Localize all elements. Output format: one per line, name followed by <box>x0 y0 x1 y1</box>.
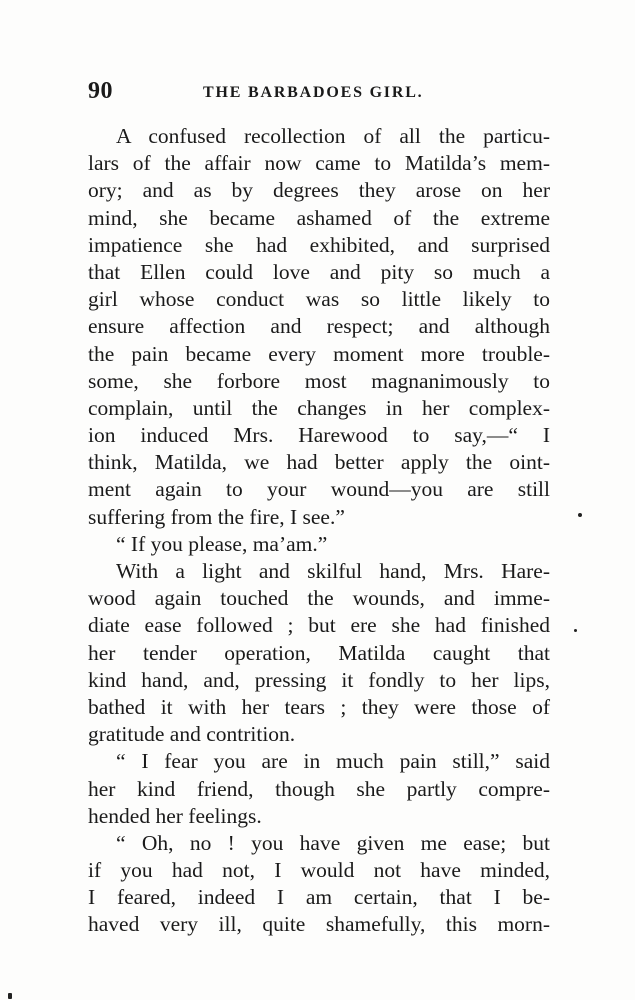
text-line: the pain became every moment more trouble- <box>88 341 550 366</box>
text-line: that Ellen could love and pity so much a <box>88 259 550 284</box>
text-line: hended her feelings. <box>88 803 262 828</box>
print-speck <box>8 993 12 999</box>
text-line: “ I fear you are in much pain still,” said <box>116 749 550 774</box>
text-line: if you had not, I would not have minded, <box>88 858 550 883</box>
text-line: “ If you please, ma’am.” <box>116 531 328 556</box>
text-line: “ Oh, no ! you have given me ease; but <box>116 830 550 855</box>
text-line: kind hand, and, pressing it fondly to her lips, <box>88 667 550 692</box>
text-line: haved very ill, quite shamefully, this morn- <box>88 912 550 937</box>
text-line: diate ease followed ; but ere she had finished <box>88 613 550 638</box>
text-line: some, she forbore most magnanimously to <box>88 368 550 393</box>
text-line: mind, she became ashamed of the extreme <box>88 205 550 230</box>
page-number: 90 <box>88 78 113 104</box>
text-line: gratitude and contrition. <box>88 722 296 747</box>
text-line: impatience she had exhibited, and surprised <box>88 232 550 257</box>
page-header <box>88 78 550 114</box>
print-speck <box>578 513 582 517</box>
text-line: A confused recollection of all the particu- <box>116 124 550 148</box>
text-line: lars of the affair now came to Matilda’s mem- <box>88 151 550 176</box>
text-line: I feared, indeed I am certain, that I be- <box>88 885 550 910</box>
text-line: girl whose conduct was so little likely to <box>88 287 550 312</box>
text-line: ory; and as by degrees they arose on her <box>88 178 550 203</box>
text-line: suffering from the fire, I see.” <box>88 504 345 529</box>
body-text <box>88 123 550 939</box>
running-title: THE BARBADOES GIRL. <box>203 84 424 101</box>
text-line: ion induced Mrs. Harewood to say,—“ I <box>88 423 550 448</box>
text-line: wood again touched the wounds, and imme- <box>88 586 550 611</box>
text-line: With a light and skilful hand, Mrs. Hare- <box>116 559 550 583</box>
text-line: her tender operation, Matilda caught that <box>88 640 550 665</box>
text-line: ensure affection and respect; and although <box>88 314 550 339</box>
text-line: think, Matilda, we had better apply the oint- <box>88 450 550 475</box>
text-line: her kind friend, though she partly compre- <box>88 776 550 801</box>
text-line: complain, until the changes in her complex- <box>88 395 550 420</box>
print-speck <box>574 629 577 632</box>
text-line: bathed it with her tears ; they were those of <box>88 694 550 719</box>
text-line: ment again to your wound—you are still <box>88 477 550 502</box>
